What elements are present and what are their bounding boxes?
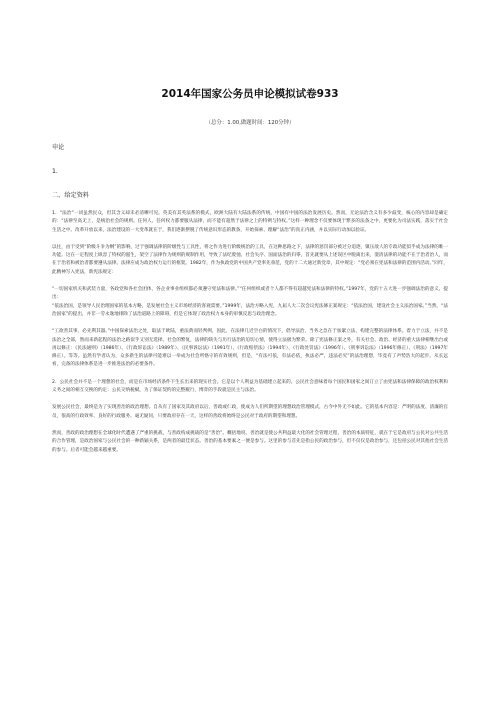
paragraph-2: 以往，由于受到“阶级斗争为纲”的影响，过于强调法律的阶级性与工具性，将之作为进行阶级统治的工具，在这种思路之下，法律的惩罚部分被过分追逐，镇压敌人的专政功能似乎成为法律的唯一功能。这在一定程度上纵容了特权的滋生，架空了法律作为规则的规制作用，导致了法纪废弛、社会失序、国面法治的归零，首先就要从上述误区中脱离出来，澄清法律的功能不在于治者治人，而在于治者和被治者都要遵从法律。法律应成为政治权力运行的框架。1982年，作为执政党的中国共产党率先垂范，党的十二大通过新党章，其中规定：“党必须在宪法和法律的范围内活动。”同年，此精神写入宪法，新宪法规定： bbox=[52, 244, 448, 275]
paragraph-7: 发展公民社会，最终是为了实现善治的政治理想。自从有了国家及其政府以后，善政或仁政，使成为人们所期望的理想政治管理模式，古今中外无不如此。它的基本内容是：严明的法度、清廉的官员，很高的行政效率、良好的行政服务。毫无疑问，只要政府存在一天，这样的善政将始终是公民对于政府的期望和理想。 bbox=[52, 405, 448, 419]
paragraph-6: 2．公民社会并不是一个理想的社会，而是在市场经济条件下生长出来的现实社会。它是以个人利益为基础建立起来的。公民社会意味着每个国民和国家之间订立了由宪法和法律保障的政治权利和义务之间的相互交换的约定：公民交纳税赋，为了保证契约的完整履行，博弈的手段就是民主与法治。 bbox=[52, 379, 448, 394]
document-body bbox=[52, 210, 448, 455]
document-subtitle: （总分：1.00,做题时间：120分钟） bbox=[205, 120, 295, 126]
material-heading: 二、给定资料 bbox=[52, 192, 90, 199]
paragraph-1: 1．“法治”一词虽然民众，但其含义却未必清晰可见。英美有其英法系的模式，欧洲大陆有大陆法系的传统，中国有中国的法治发展历史。然而，无论法治含义有多少歧变，核心的内容却是确定的：“法律至高无上，是统治社会的规则。任何人、任何权力都要服从法律，而不能有超然于法律之上的特例与特权。”这样一种理念不仅要体现于繁多的法条之中，更要化为司法实践，落实于社会生活之中。改革开放以来，法治建设的一大变革就在于，我们逐渐摆脱了传统意识形态的教条，开始探索、理解“法治”的真正内涵，并以实际行动加以验证。 bbox=[52, 211, 448, 233]
paragraph-8: 然而，善政的政治理想在全球化时代遭遇了严重的挑战，与善政构成挑战的是“善治”。概括地说，善治就是使公共利益最大化的社会管理过程，善治的本质特征，就在于它是政府与公民对公共生活的合作管理，是政治国家与公民社会的一种新颖关系，是两者的最佳状态。善治的基本要素之一便是参与。这里的参与首先是指公民的政治参与，但不仅仅是政治参与，还包括公民对其他社会生活的参与。后者可能会越来越重要。 bbox=[52, 430, 448, 453]
item-number: 1. bbox=[52, 168, 58, 175]
document-title: 2014年国家公务员申论模拟试卷933 bbox=[161, 88, 339, 100]
paragraph-3: “一切国家机关和武装力量，各政党和各社会团体，各企业事业组织都必须遵守宪法和法律。”“任何组织或者个人都不得有超越宪法和法律的特权。”1997年，党的十五大进一步强调法治的意义，提出： bbox=[52, 287, 448, 301]
section-heading: 申论 bbox=[52, 144, 65, 151]
paragraph-4: “依法治国，是领导人民治理国家的基本方略，是发展社会主义市场经济的客观需要。”1999年，法治方略入宪，九届人大二次会议宪法修正案规定：“依法治国，建设社会主义法治国家。”当然，“法治国家”的提出，并非一劳永逸地排除了法治道路上的障碍，但是它体现了政治权力本身的审慎反思与政治理念。 bbox=[52, 303, 448, 317]
paragraph-5: “工欲善其事，必先利其器。”中国探索法治之处，取法于欧陆，重法典而轻判例，因此，在法律几近空白的情况下，倡导法治，当务之急在于加紧立法，构建完整的法律体系。着力于立法，并不是法治之全部，然而来新起程的法治之路似乎又别无选择。社会的繁复，法律的缺失与历行法治的迫切心情，使得立法极为繁荣。除了宪法修正案之外，有关社会、政治、经济的重大法律相继出台或再以修正：《民法通则》（1986年）、《行政诉讼法》（1989年）、《民事诉讼法》（1991年）、《行政赔偿法》（1994年）、《行政处罚法》（1996年）、《刑事诉讼法》（1996年修正）、《刑法》（1997年修正）。等等。虽然有学者认为，众多新生的法律可能难以一举成为社会所恪守的有效规则，但是，“有法可依，有法必依，执法必严，违法必究”的法治理想，毕竟有了声势浩大的起步。从长远看，完备的法律体系是进一步推进法治的必要条件。 bbox=[52, 329, 448, 368]
